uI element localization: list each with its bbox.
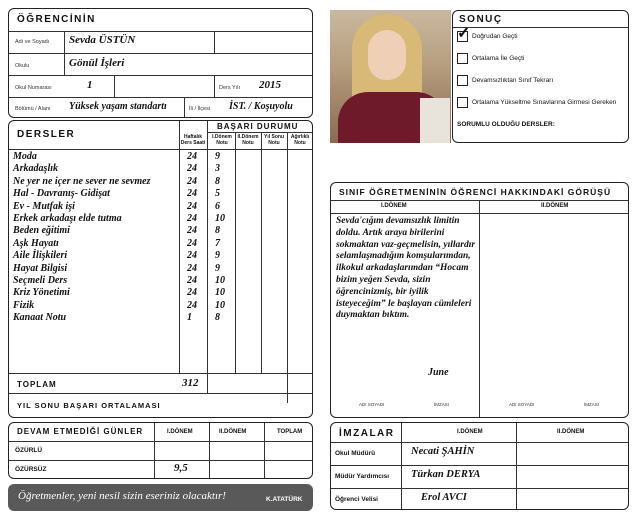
attendance-col2: II.DÖNEM — [219, 429, 247, 435]
signatures-title: İMZALAR — [339, 428, 395, 439]
col-term1: I.Dönem Notu — [212, 134, 232, 146]
face-shape — [368, 30, 406, 80]
student-info-panel — [8, 8, 313, 118]
school-label: Okulu — [15, 63, 30, 69]
lesson-name: Aşk Hayatı — [13, 237, 59, 249]
attendance-title: DEVAM ETMEDİĞİ GÜNLER — [17, 427, 144, 436]
lesson-name: Ev - Mutfak işi — [13, 200, 75, 212]
lesson-grade: 9 — [215, 250, 220, 262]
lesson-grade: 5 — [215, 188, 220, 200]
excused-label: ÖZÜRLÜ — [15, 447, 43, 454]
attendance-col1: I.DÖNEM — [167, 429, 193, 435]
signature-name: Türkan DERYA — [411, 469, 481, 480]
lesson-grade: 8 — [215, 175, 220, 187]
opinion-signature: June — [428, 367, 449, 378]
lesson-name: Kriz Yönetimi — [13, 287, 70, 299]
lesson-hours: 24 — [187, 163, 197, 175]
department-label: Bölümü / Alanı — [15, 106, 51, 112]
sign-label-2: İMZASI — [584, 402, 600, 407]
student-number: 1 — [87, 79, 93, 91]
teacher-opinion-panel — [330, 182, 629, 418]
lesson-name: Moda — [13, 151, 37, 162]
student-name: Sevda ÜSTÜN — [69, 34, 136, 46]
result-checkbox[interactable] — [457, 97, 468, 108]
lesson-hours: 24 — [187, 188, 197, 200]
signatures-col1: I.DÖNEM — [457, 429, 483, 435]
lesson-name: Ne yer ne içer ne sever ne sevmez — [13, 175, 151, 187]
school-name: Gönül İşleri — [69, 57, 125, 69]
signature-role-label: Müdür Yardımcısı — [335, 473, 390, 480]
lesson-name: Hal - Davranış- Gidişat — [13, 188, 110, 200]
signatures-col2: II.DÖNEM — [557, 429, 585, 435]
lesson-hours: 24 — [187, 200, 197, 212]
col-term2: II.Dönem Notu — [237, 134, 259, 146]
lesson-hours: 24 — [187, 287, 197, 299]
total-label: TOPLAM — [17, 380, 57, 389]
lesson-hours: 24 — [187, 250, 197, 262]
lesson-hours: 24 — [187, 175, 197, 187]
lesson-name: Aile İlişkileri — [13, 250, 68, 262]
lesson-grade: 6 — [215, 200, 220, 212]
lesson-hours: 24 — [187, 213, 197, 224]
opinion-term2: II.DÖNEM — [541, 203, 569, 209]
school-year: 2015 — [259, 79, 281, 91]
lesson-hours: 24 — [187, 275, 197, 286]
sign-name-label-1: ADI SOYADI — [359, 402, 385, 407]
result-option-label: Devamsızlıktan Sınıf Tekrarı — [472, 77, 554, 84]
unexcused-label: ÖZÜRSÜZ — [15, 466, 47, 473]
lesson-grade: 9 — [215, 262, 220, 274]
result-option-label: Ortalama Yükseltme Sınavlarına Girmesi Gereken — [472, 99, 617, 106]
lessons-panel — [8, 120, 313, 418]
average-label: YIL SONU BAŞARI ORTALAMASI — [17, 401, 161, 410]
lesson-hours: 24 — [187, 237, 197, 249]
number-label: Okul Numarası — [15, 85, 52, 91]
result-option-label: Doğrudan Geçti — [472, 33, 518, 40]
footer-quote-bar — [8, 484, 313, 511]
lesson-grade: 10 — [215, 213, 225, 224]
lesson-grade: 10 — [215, 275, 225, 286]
lesson-grade: 9 — [215, 151, 220, 162]
col-year-end: Yıl Sonu Notu — [264, 134, 284, 146]
lesson-name: Seçmeli Ders — [13, 275, 68, 286]
city: İST. / Koşuyolu — [229, 101, 293, 112]
result-option-label: Ortalama İle Geçti — [472, 55, 525, 62]
lesson-grade: 7 — [215, 237, 220, 249]
opinion-text: Sevda'cığım devamsızlık limitin doldu. Artık araya birilerini sokmaktan vaz-geçmelisin, yıllardır selamlaşmadığım komşularımdan, ilkokul arkadaşlarımdan “Hocam bizim yeğen Sevda, sizin öğrencinizmiş, bir iyilik isteyeceğim” le başlayan cümleleri duymaktan bıktım. — [336, 216, 476, 321]
department: Yüksek yaşam standartı — [69, 101, 167, 112]
signature-name: Erol AVCI — [421, 492, 467, 503]
unexcused-term1: 9,5 — [174, 462, 188, 474]
signature-name: Necati ŞAHİN — [411, 446, 475, 457]
lesson-hours: 24 — [187, 225, 197, 237]
result-checkbox[interactable] — [457, 53, 468, 64]
signatures-panel — [330, 422, 629, 510]
name-label: Adı ve Soyadı — [15, 39, 50, 45]
result-panel — [452, 10, 629, 143]
responsible-label: SORUMLU OLDUĞU DERSLER: — [457, 121, 555, 128]
lesson-hours: 24 — [187, 262, 197, 274]
lesson-hours: 1 — [187, 312, 192, 324]
lesson-name: Kanaat Notu — [13, 312, 67, 324]
lesson-name: Hayat Bilgisi — [13, 262, 68, 274]
check-icon: ✓ — [457, 25, 471, 42]
lessons-title: DERSLER — [17, 129, 76, 140]
attendance-panel — [8, 422, 313, 479]
attendance-col3: TOPLAM — [277, 429, 303, 435]
result-checkbox[interactable] — [457, 25, 471, 42]
lesson-grade: 8 — [215, 312, 220, 324]
opinion-term1: I.DÖNEM — [381, 203, 407, 209]
result-checkbox[interactable] — [457, 75, 468, 86]
sign-label-1: İMZASI — [434, 402, 450, 407]
student-photo — [330, 10, 451, 143]
lesson-grade: 3 — [215, 163, 220, 175]
lesson-hours: 24 — [187, 151, 197, 162]
student-section-title: ÖĞRENCİNİN — [17, 14, 96, 25]
result-title: SONUÇ — [459, 14, 503, 25]
year-label: Ders Yılı — [219, 85, 240, 91]
lesson-name: Arkadaşlık — [13, 163, 59, 175]
lesson-grade: 10 — [215, 287, 225, 299]
signature-role-label: Okul Müdürü — [335, 450, 376, 457]
success-title: BAŞARI DURUMU — [217, 122, 299, 131]
footer-quote: Öğretmenler, yeni nesil sizin eseriniz olacaktır! — [18, 490, 226, 502]
col-weekly-hours: Haftalık Ders Saati — [180, 134, 206, 146]
sleeve-shape — [420, 98, 450, 143]
signature-role-label: Öğrenci Velisi — [335, 496, 378, 503]
lesson-grade: 8 — [215, 225, 220, 237]
opinion-title: SINIF ÖĞRETMENİNİN ÖĞRENCİ HAKKINDAKİ GÖRÜŞÜ — [339, 187, 612, 197]
col-weighted: Ağırlıklı Notu — [290, 134, 310, 146]
lesson-name: Beden eğitimi — [13, 225, 70, 237]
footer-author: K.ATATÜRK — [266, 496, 303, 503]
lesson-hours: 24 — [187, 299, 197, 311]
lesson-name: Fizik — [13, 299, 35, 311]
city-label: İli / İlçesi — [189, 106, 211, 112]
total-hours: 312 — [182, 377, 199, 389]
sign-name-label-2: ADI SOYADI — [509, 402, 535, 407]
lesson-name: Erkek arkadaşı elde tutma — [13, 213, 122, 224]
lesson-grade: 10 — [215, 299, 225, 311]
